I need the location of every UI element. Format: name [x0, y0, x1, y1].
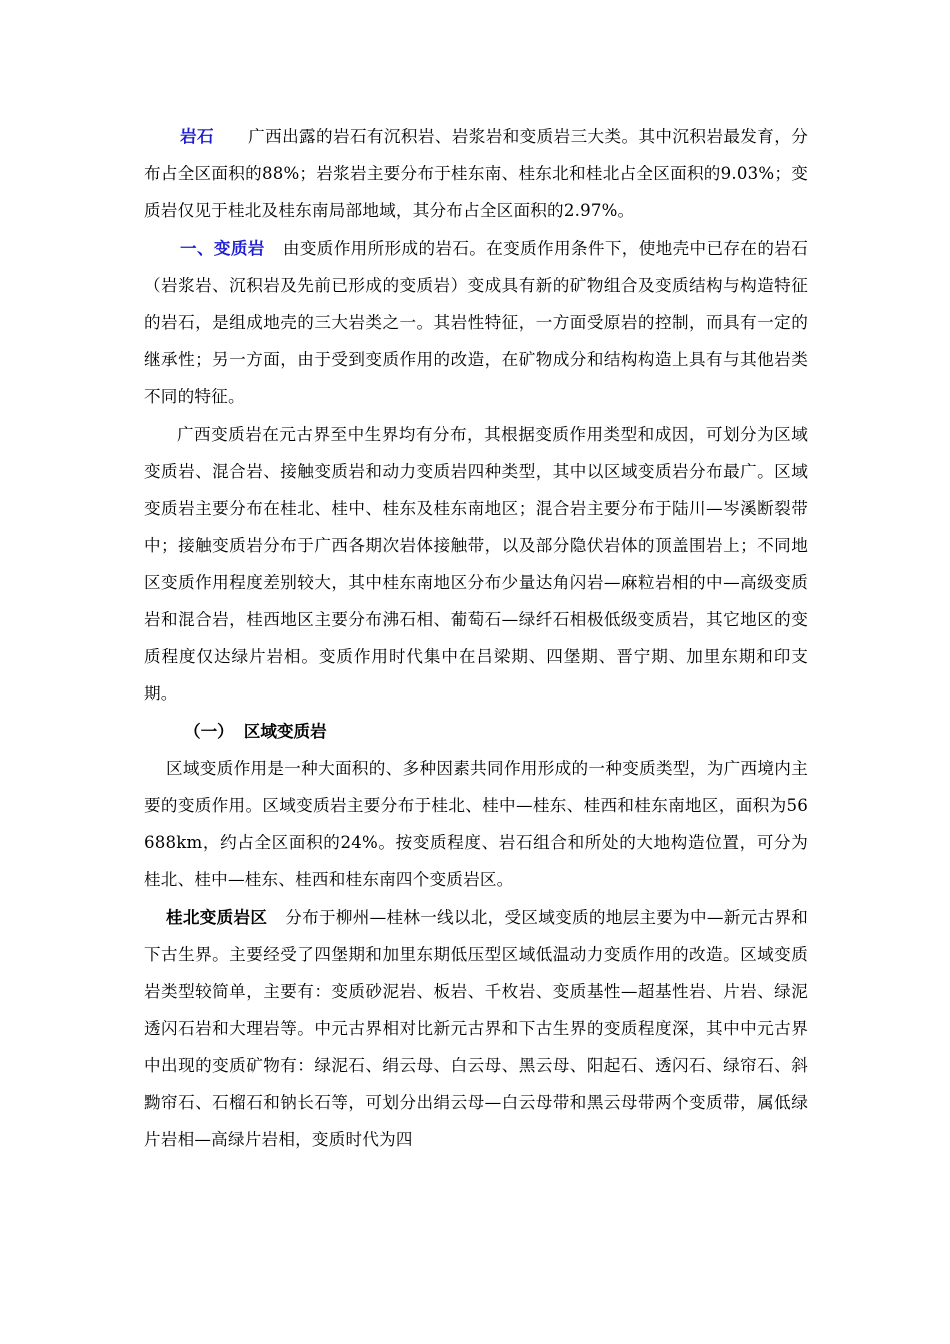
paragraph-guangxi-distribution: 广西变质岩在元古界至中生界均有分布，其根据变质作用类型和成因，可划分为区域变质岩、混合岩、接触变质岩和动力变质岩四种类型，其中以区域变质岩分布最广。区域变质岩主要分布在桂北、桂中、桂东及桂东南地区；混合岩主要分布于陆川—岑溪断裂带中；接触变质岩分布于广西各期次岩体接触带，以及部分隐伏岩体的顶盖围岩上；不同地区变质作用程度差别较大，其中桂东南地区分布少量达角闪岩—麻粒岩相的中—高级变质岩和混合岩，桂西地区主要分布沸石相、葡萄石—绿纤石相极低级变质岩，其它地区的变质程度仅达绿片岩相。变质作用时代集中在吕梁期、四堡期、晋宁期、加里东期和印支期。 [144, 425, 808, 703]
paragraph-metamorphic-rocks-text: 由变质作用所形成的岩石。在变质作用条件下，使地壳中已存在的岩石（岩浆岩、沉积岩及先前已形成的变质岩）变成具有新的矿物组合及变质结构与构造特征的岩石，是组成地壳的三大岩类之一。其岩性特征，一方面受原岩的控制，而具有一定的继承性；另一方面，由于受到变质作用的改造，在矿物成分和结构构造上具有与其他岩类不同的特征。 [144, 239, 809, 406]
section-heading-number: （一） [184, 722, 234, 741]
document-page [144, 118, 808, 1159]
paragraph-guibei-zone-text: 分布于柳州—桂林一线以北，受区域变质的地层主要为中—新元古界和下古生界。主要经受了四堡期和加里东期低压型区域低温动力变质作用的改造。区域变质岩类型较简单，主要有：变质砂泥岩、板岩、千枚岩、变质基性—超基性岩、片岩、绿泥透闪石岩和大理岩等。中元古界相对比新元古界和下古生界的变质程度深，其中中元古界中出现的变质矿物有：绿泥石、绢云母、白云母、黑云母、阳起石、透闪石、绿帘石、斜黝帘石、石榴石和钠长石等，可划分出绢云母—白云母带和黑云母带两个变质带，属低绿片岩相—高绿片岩相，变质时代为四 [144, 908, 809, 1149]
term-guibei-zone: 桂北变质岩区 [166, 908, 268, 927]
paragraph-rocks-text: 广西出露的岩石有沉积岩、岩浆岩和变质岩三大类。其中沉积岩最发育，分布占全区面积的88%；岩浆岩主要分布于桂东南、桂东北和桂北占全区面积的9.03%；变质岩仅见于桂北及桂东南局部地域，其分布占全区面积的2.97%。 [144, 127, 808, 220]
paragraph-metamorphic-rocks [144, 230, 808, 415]
section-heading-regional [144, 713, 808, 750]
term-metamorphic-rocks: 一、变质岩 [180, 239, 265, 258]
term-rocks: 岩石 [180, 127, 214, 146]
paragraph-rocks [144, 118, 808, 229]
paragraph-regional-metamorphism: 区域变质作用是一种大面积的、多种因素共同作用形成的一种变质类型，为广西境内主要的变质作用。区域变质岩主要分布于桂北、桂中—桂东、桂西和桂东南地区，面积为56688km，约占全区面积的24%。按变质程度、岩石组合和所处的大地构造位置，可分为桂北、桂中—桂东、桂西和桂东南四个变质岩区。 [144, 759, 808, 889]
paragraph-guibei-zone [144, 899, 808, 1158]
section-heading-title: 区域变质岩 [243, 722, 327, 741]
